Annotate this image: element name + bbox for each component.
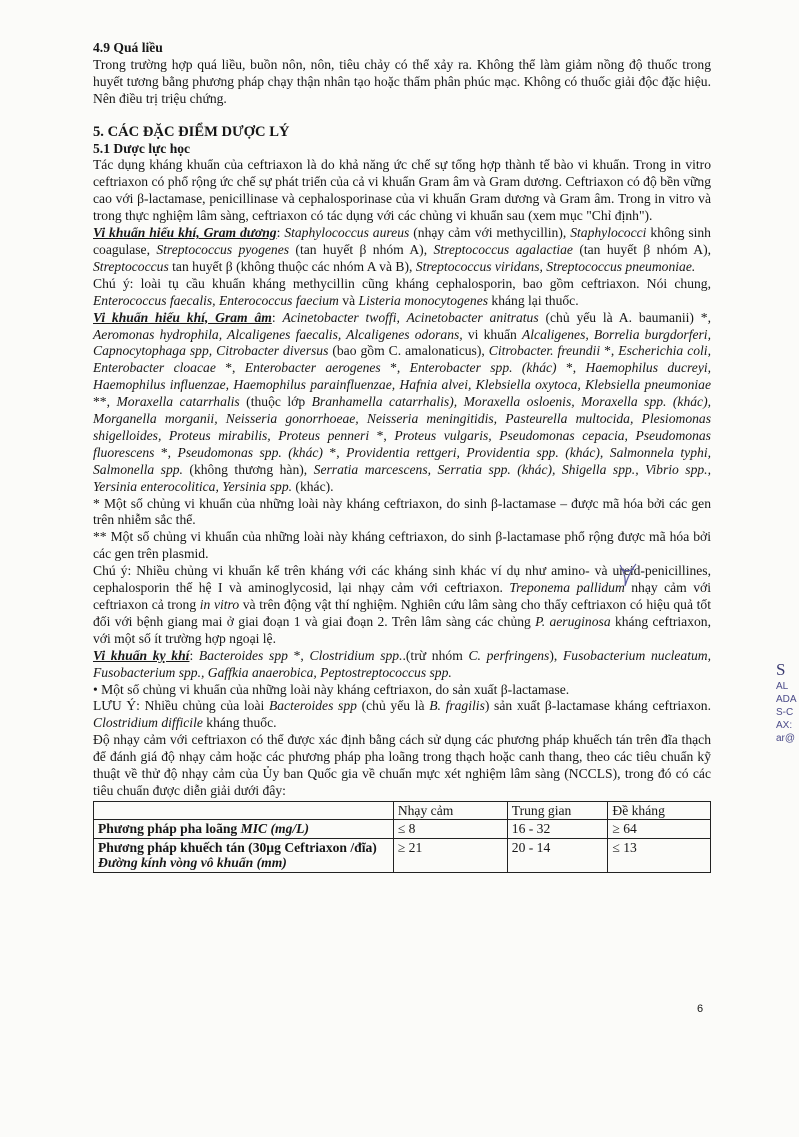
species-run: P. aeruginosa xyxy=(535,613,611,629)
species-run: Staphylococcus aureus xyxy=(284,225,410,241)
species-run: Proteus vulgaris, Pseudomonas cepacia, Pseudomonas fluorescens xyxy=(93,427,711,460)
stamp-line: ADA xyxy=(776,694,797,705)
document-page xyxy=(93,40,711,873)
species-run: Enterococcus faecalis, Enterococcus faecium xyxy=(93,292,339,308)
text-run: (khác). xyxy=(292,478,334,494)
species-run: Bacteroides spp xyxy=(268,698,357,714)
species-run: Bacteroides spp xyxy=(198,647,288,663)
footnote-single-star: * Một số chủng vi khuẩn của những loài này kháng ceftriaxon, do sinh β-lactamase – được mã hóa bởi các gen trên nhiễm sắc thể. xyxy=(93,495,711,528)
species-run: Branhamella catarrhalis), Moraxella osloenis, Moraxella spp. (khác), Morganella morganii, Neisseria gonorrhoeae, Neisseria meningitidis, Pasteurella multocida, Plesiomonas shigelloides, Proteus mirabilis, Proteus penneri xyxy=(93,394,712,443)
partial-stamp xyxy=(776,660,799,745)
text-run: *, xyxy=(215,360,245,376)
species-run: Staphylococci xyxy=(570,225,647,241)
species-run: Clostridium difficile xyxy=(93,715,203,731)
text-run: ), xyxy=(549,647,563,663)
text-run: *, xyxy=(600,343,619,359)
text-run: Đường kính vòng vô khuẩn (mm) xyxy=(98,855,287,871)
table-row xyxy=(94,820,711,839)
text-run: vi khuẩn xyxy=(462,326,522,342)
text-run: kháng thuốc. xyxy=(202,715,277,731)
species-run: Fusobacterium nucleatum, Fusobacterium spp., Gaffkia anaerobica, Peptostreptococcus spp. xyxy=(93,647,711,680)
species-run: C. perfringens xyxy=(468,647,550,663)
text-run: : xyxy=(276,225,285,241)
overdose-text: Trong trường hợp quá liều, buồn nôn, nôn, tiêu chảy có thể xảy ra. Không thể làm giảm nồng độ thuốc trong huyết tương bằng phương pháp chạy thận nhân tạo hoặc thẩm phân phúc mạc. Không có thuốc giải độc đặc hiệu. Nên điều trị triệu chứng. xyxy=(93,56,711,106)
species-run: Serratia marcescens, Serratia spp. (khác), Shigella spp., Vibrio spp., Yersinia enterocolitica, Yersinia spp. xyxy=(93,461,711,494)
stamp-line: AX: xyxy=(776,720,793,731)
species-run: Clostridium spp. xyxy=(309,647,403,663)
species-run: Listeria monocytogenes xyxy=(358,292,489,308)
table-row-label xyxy=(94,838,394,872)
gram-positive-note xyxy=(93,276,711,310)
table-cell: ≥ 64 xyxy=(608,820,711,839)
text-run: : xyxy=(189,647,199,663)
species-run: Pseudomonas spp. (khác) xyxy=(177,444,323,460)
table-cell: ≥ 21 xyxy=(393,838,507,872)
text-run: và trên động vật thí nghiệm. Nghiên cứu lâm sàng cho thấy ceftriaxon có hiệu quả tốt đối với bệnh giang mai ở giai đoạn 1 và giai đoạn 2. Trên lâm sàng các chủng xyxy=(93,597,711,629)
species-run: Citrobacter. freundii xyxy=(488,343,601,359)
table-cell: ≤ 8 xyxy=(393,820,507,839)
text-run: (tan huyết β nhóm A), xyxy=(572,241,712,257)
text-run: *, xyxy=(287,647,310,663)
text-run: tan huyết β (không thuộc các nhóm A và B), xyxy=(168,258,416,274)
text-run: : xyxy=(271,309,283,325)
text-run: (chủ yếu là A. baumanii) *, xyxy=(538,309,711,325)
anaerobe-label: Vi khuẩn kỵ khí xyxy=(93,647,190,663)
species-run: B. fragilis xyxy=(429,698,485,714)
page-number: 6 xyxy=(697,1003,704,1015)
table-cell: 16 - 32 xyxy=(507,820,608,839)
pen-mark-icon xyxy=(616,562,640,588)
sensitivity-table xyxy=(93,801,711,873)
table-header-cell: Trung gian xyxy=(507,801,608,820)
text-run: nhạy cảm với ceftriaxon cả trong xyxy=(93,580,711,612)
gram-positive-label: Vi khuẩn hiếu khí, Gram dương xyxy=(93,225,277,241)
section-5-1-heading: 5.1 Dược lực học xyxy=(93,140,191,156)
text-run: kháng ceftriaxon, với một số ít trường hợp ngoại lệ. xyxy=(93,613,711,646)
table-header-cell: Đề kháng xyxy=(608,801,711,820)
text-run: *, xyxy=(369,427,395,443)
anaerobe-paragraph xyxy=(93,648,711,682)
text-run: (không thương hàn), xyxy=(182,461,314,477)
species-run: Streptococcus pyogenes xyxy=(156,241,290,257)
species-run: Treponema pallidum xyxy=(509,580,625,596)
text-run: (tan huyết β nhóm A), xyxy=(289,241,434,257)
section-5-heading: 5. CÁC ĐẶC ĐIỂM DƯỢC LÝ xyxy=(93,123,290,140)
table-header-row xyxy=(94,801,711,820)
table-cell: ≤ 13 xyxy=(608,838,711,872)
species-run: Streptococcus xyxy=(93,258,169,274)
species-run: Alcaligenes, Borrelia burgdorferi, Capnocytophaga spp, Citrobacter diversus xyxy=(93,326,711,359)
text-run: Phương pháp pha loãng xyxy=(98,821,241,837)
species-run: Moraxella catarrhalis xyxy=(116,394,240,410)
species-run: Aeromonas hydrophila, Alcaligenes faecalis, Alcaligenes odorans, xyxy=(93,326,463,342)
text-run: kháng lại thuốc. xyxy=(488,292,579,308)
text-run: (thuộc lớp xyxy=(239,394,312,410)
species-run: Streptococcus viridans, Streptococcus pneumoniae. xyxy=(415,258,696,274)
gram-positive-paragraph xyxy=(93,225,711,276)
species-run: in vitro xyxy=(199,597,240,612)
text-run: LƯU Ý: Nhiều chủng của loài xyxy=(93,698,269,714)
text-run: không sinh coagulase, xyxy=(93,225,711,257)
text-run: .(trừ nhóm xyxy=(402,647,469,663)
text-run: (nhạy cảm với methycillin), xyxy=(409,225,571,241)
stamp-line: AL xyxy=(776,681,789,692)
text-run: Phương pháp khuếch tán (30µg Ceftriaxon /đĩa) xyxy=(98,839,377,855)
section-4-9-heading: 4.9 Quá liều xyxy=(93,40,163,55)
table-header-cell xyxy=(94,801,394,820)
text-run: Chú ý: Nhiều chủng vi khuẩn kể trên kháng với các kháng sinh khác ví dụ như amino- và ureid-penicillines, cephalosporin thế hệ I và aminoglycosid, lại nhạy cảm với ceftriaxon. xyxy=(93,563,711,596)
text-run: và xyxy=(338,292,359,308)
text-run: ) sản xuất β-lactamase kháng ceftriaxon. xyxy=(484,698,711,714)
species-run: Streptococcus agalactiae xyxy=(433,241,573,257)
anaerobe-footnote: • Một số chủng vi khuẩn của những loài này kháng ceftriaxon, do sản xuất β-lactamase. xyxy=(93,681,570,697)
table-row xyxy=(94,838,711,872)
text-run: (bao gồm C. amalonaticus), xyxy=(328,343,489,359)
species-run: Enterobacter aerogenes xyxy=(244,360,381,376)
text-run: Chú ý: loài tụ cầu khuẩn kháng methycillin cũng kháng cephalosporin, bao gồm ceftriaxon. Nói chung, xyxy=(93,275,711,291)
pharmacodynamics-intro: Tác dụng kháng khuẩn của ceftriaxon là do khả năng ức chế sự tổng hợp thành tế bào vi khuẩn. Trong in vitro ceftriaxon có phổ rộng ức chế sự phát triển của cả vi khuẩn Gram âm và Gram dương. Ceftriaxon có độ bền vững cao với β-lactamase, penicillinase và cephalosporinase của vi khuẩn Gram dương và Gram âm. Trong in vitro và trong thực nghiệm lâm sàng, ceftriaxon có tác dụng với các chủng vi khuẩn sau (xem mục "Chỉ định"). xyxy=(93,157,711,224)
species-run: Enterobacter spp. (khác) xyxy=(409,360,557,376)
sensitivity-text: Độ nhạy cảm với ceftriaxon có thể được xác định bằng cách sử dụng các phương pháp khuếch tán trên đĩa thạch để đánh giá độ nhạy cảm hoặc các phương pháp pha loãng trong thạch hoặc canh thang, theo các tiêu chuẩn kỹ thuật về thử độ nhạy cảm của Ủy ban Quốc gia về chuẩn mực xét nghiệm lâm sàng (NCCLS), trong đó có các tiêu chuẩn được diễn giải dưới đây: xyxy=(93,732,711,798)
stamp-line: ar@ xyxy=(776,733,796,744)
stamp-line: S-C xyxy=(776,707,794,718)
species-run: Escherichia coli, Enterobacter cloacae xyxy=(93,343,711,376)
table-row-label xyxy=(94,820,394,839)
text-run: **, xyxy=(93,394,117,410)
stamp-letter: S xyxy=(776,660,786,679)
species-run: Acinetobacter twoffi, Acinetobacter anitratus xyxy=(282,309,539,325)
species-run: Providentia rettgeri, Providentia spp. (khác), Salmonnela typhi, Salmonella spp. xyxy=(93,444,711,477)
text-run: *, xyxy=(154,444,178,460)
text-run: MIC (mg/L) xyxy=(240,821,309,837)
footnote-double-star: ** Một số chủng vi khuẩn của những loài này kháng ceftriaxon, do sinh β-lactamase phổ rộng được mã hóa bởi các gen trên plasmid. xyxy=(93,529,711,562)
table-header-cell: Nhạy cảm xyxy=(393,801,507,820)
text-run: *, xyxy=(322,444,347,460)
anaerobe-note xyxy=(93,698,711,732)
table-cell: 20 - 14 xyxy=(507,838,608,872)
text-run: (chủ yếu là xyxy=(356,698,430,714)
text-run: *, xyxy=(556,360,586,376)
gram-negative-label: Vi khuẩn hiếu khí, Gram âm xyxy=(93,309,272,325)
text-run: *, xyxy=(380,360,410,376)
gram-negative-paragraph xyxy=(93,310,711,496)
species-run: Haemophilus ducreyi, Haemophilus influenzae, Haemophilus parainfluenzae, Hafnia alvei, Klebsiella oxytoca, Klebsiella pneumoniae xyxy=(93,360,712,393)
